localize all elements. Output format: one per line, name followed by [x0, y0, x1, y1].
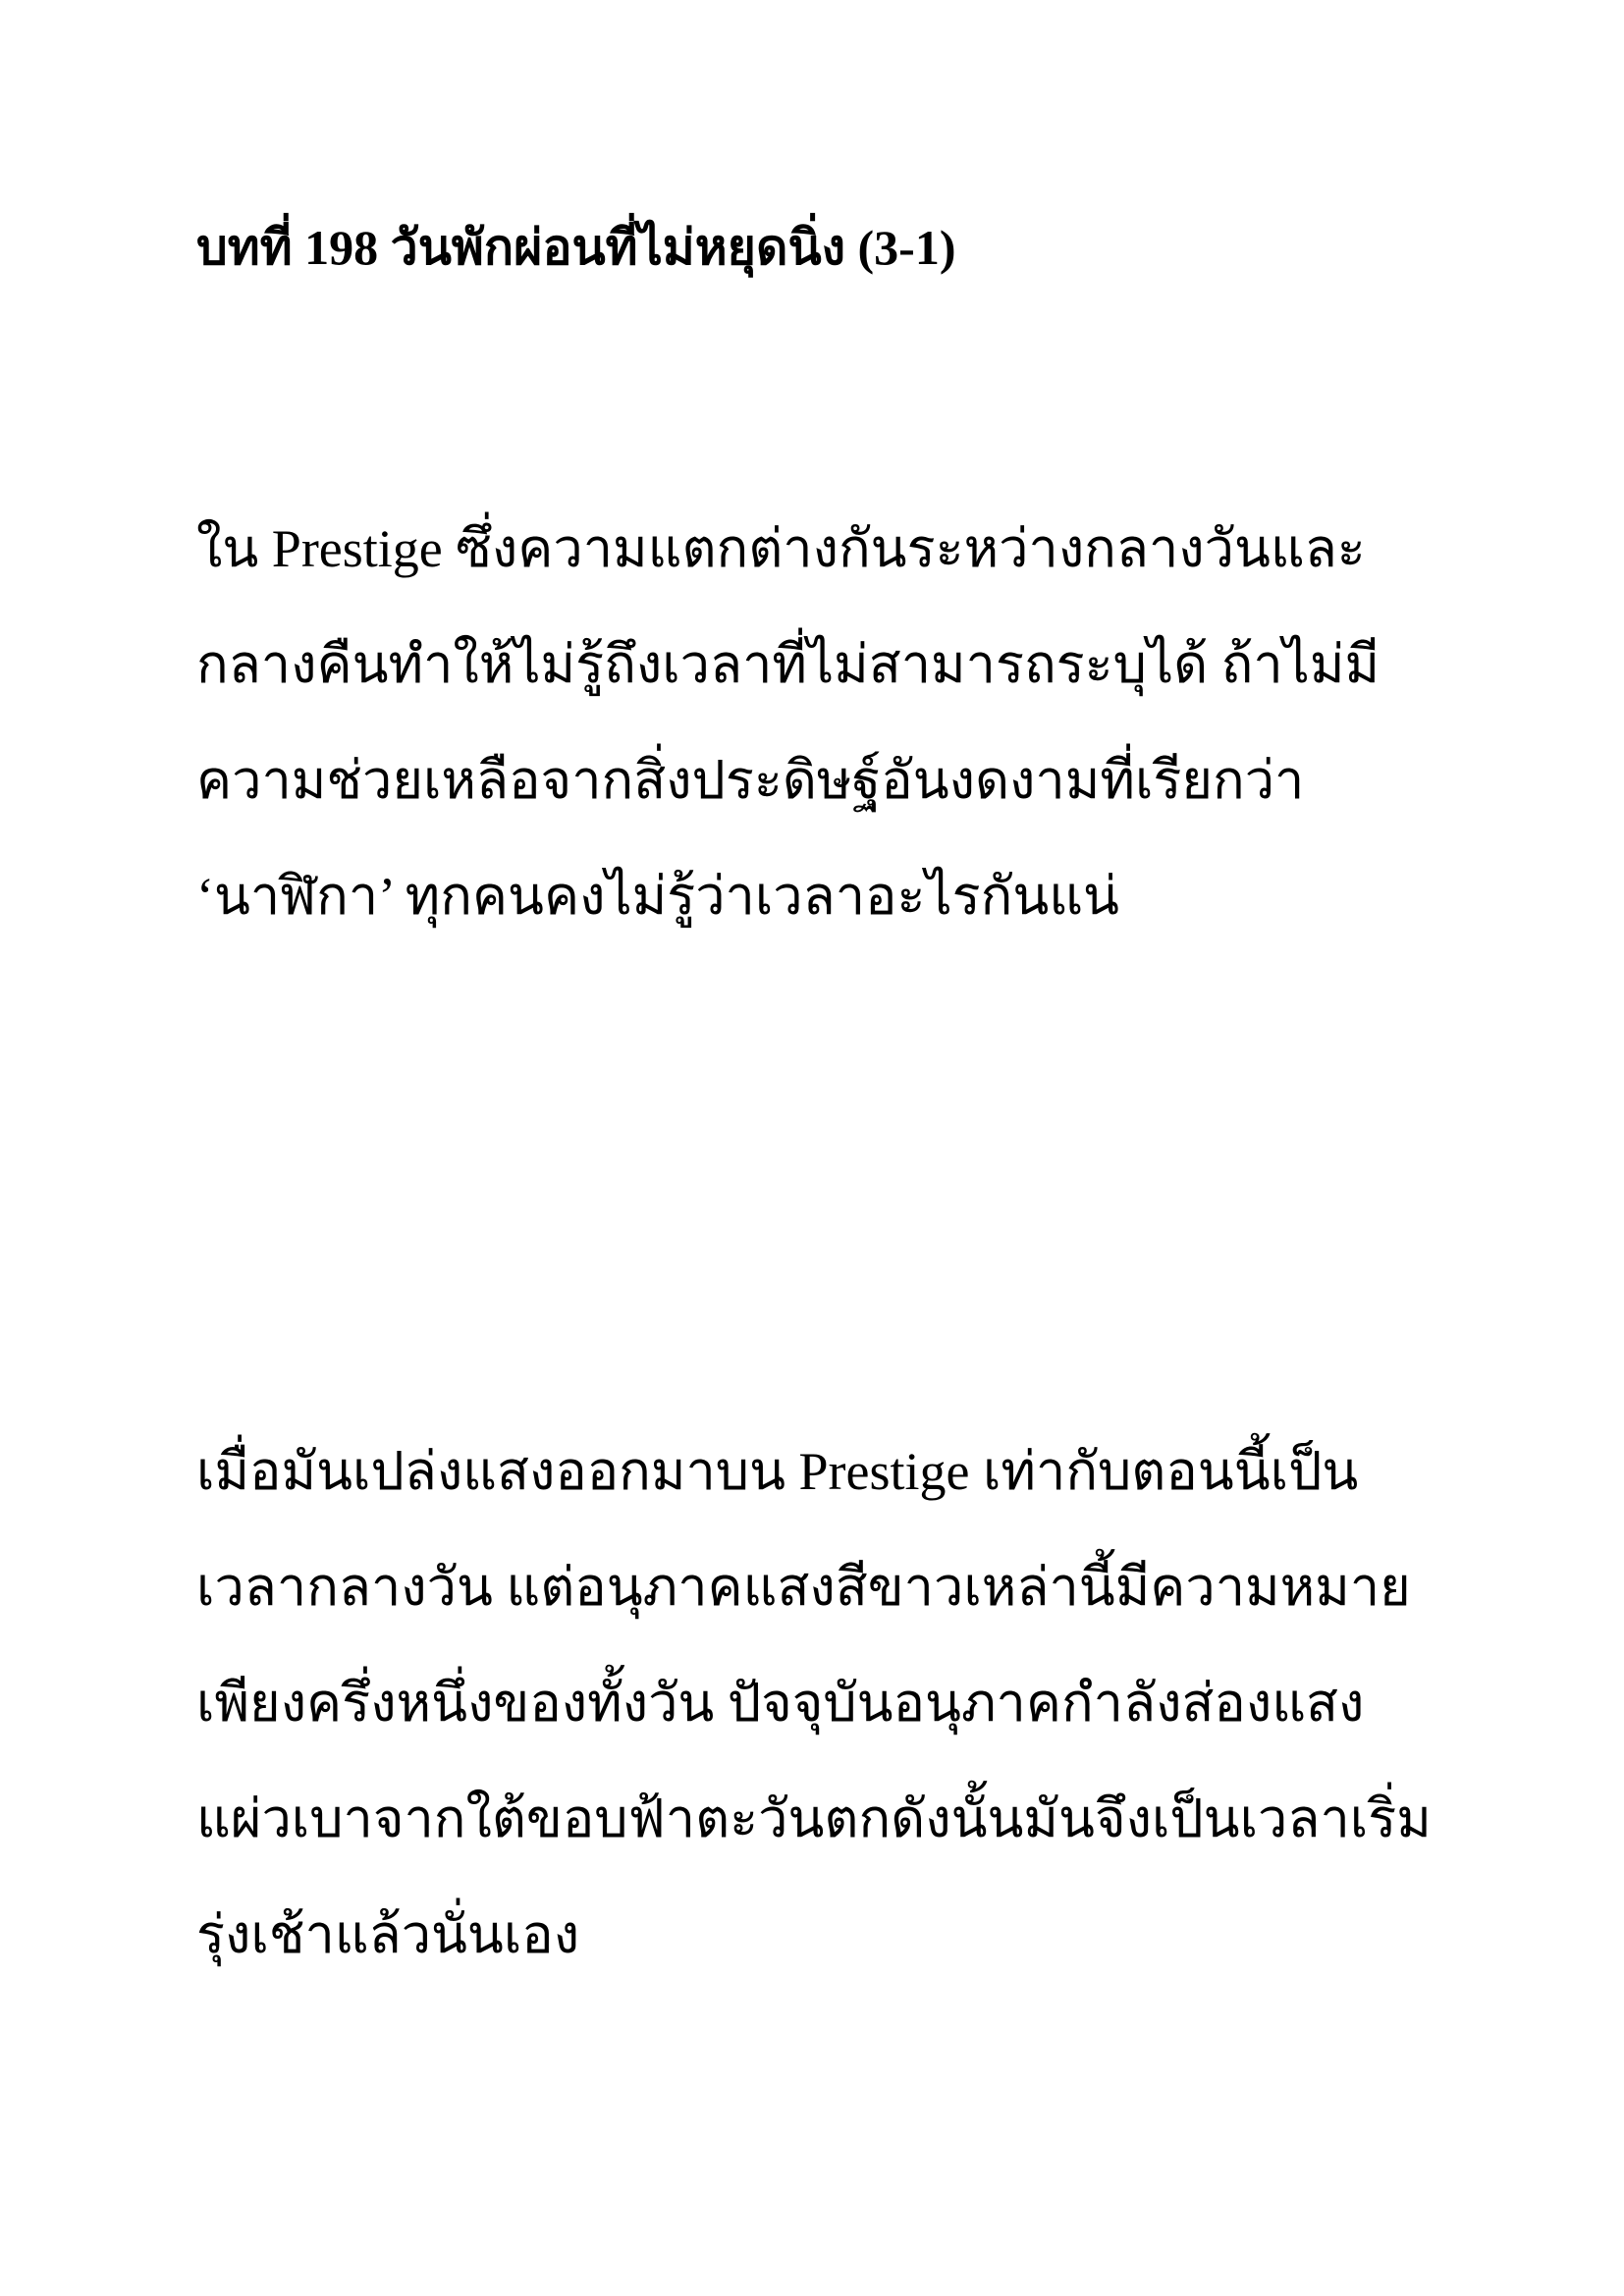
paragraph-2: [196, 1414, 1473, 1993]
paragraph-line: รุ่งเช้าแล้วนั่นเอง: [196, 1905, 580, 1964]
paragraph-line: เวลากลางวัน แต่อนุภาคแสงสีขาวเหล่านี้มีความหมาย: [196, 1558, 1411, 1617]
paragraph-line: แผ่วเบาจากใต้ขอบฟ้าตะวันตกดังนั้นมันจึงเป็นเวลาเริ่ม: [196, 1789, 1432, 1848]
paragraph-line: เมื่อมันเปล่งแสงออกมาบน Prestige เท่ากับตอนนี้เป็น: [196, 1442, 1359, 1501]
paragraph-line: ใน Prestige ซึ่งความแตกต่างกันระหว่างกลางวันและ: [196, 519, 1366, 578]
paragraph-line: เพียงครึ่งหนึ่งของทั้งวัน ปัจจุบันอนุภาคกำลังส่องแสง: [196, 1674, 1365, 1733]
paragraph-1: [196, 491, 1473, 954]
paragraph-line: ‘นาฬิกา’ ทุกคนคงไม่รู้ว่าเวลาอะไรกันแน่: [196, 867, 1119, 926]
chapter-title: บทที่ 198 วันพักผ่อนที่ไม่หยุดนิ่ง (3-1): [196, 220, 956, 275]
paragraph-line: กลางคืนทำให้ไม่รู้ถึงเวลาที่ไม่สามารถระบุได้ ถ้าไม่มี: [196, 635, 1380, 694]
paragraph-line: ความช่วยเหลือจากสิ่งประดิษฐ์อันงดงามที่เรียกว่า: [196, 751, 1305, 810]
